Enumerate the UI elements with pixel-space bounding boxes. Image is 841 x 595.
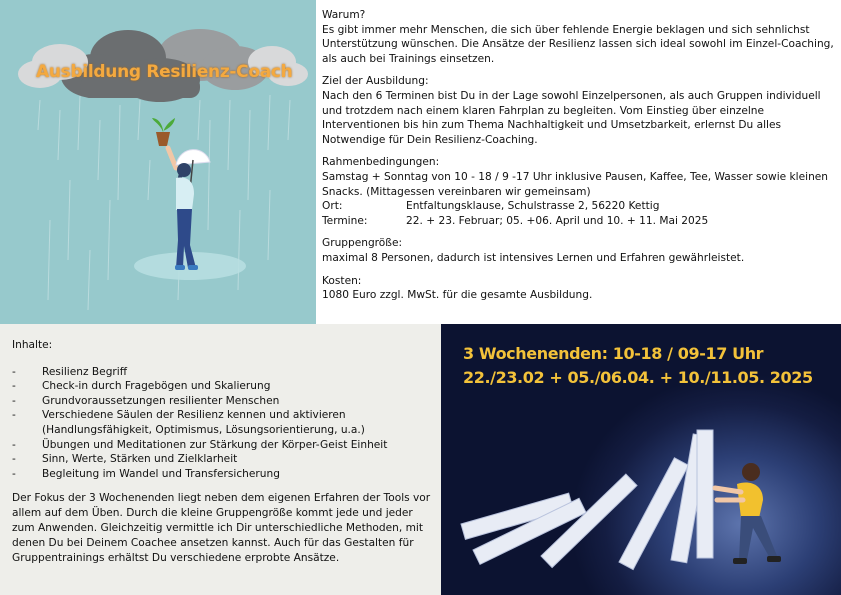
list-item	[12, 438, 433, 453]
list-bullet: -	[12, 409, 16, 422]
list-bullet: -	[12, 438, 16, 451]
dates-label: Termine:	[322, 214, 368, 227]
group-size-section	[322, 236, 835, 265]
illustration-title: Ausbildung Resilienz-Coach	[36, 62, 293, 82]
list-item-text: Verschiedene Säulen der Resilienz kennen und aktivieren (Handlungsfähigkeit, Optimismus, Lösungsorientierung, u.a.)	[42, 409, 365, 436]
list-bullet: -	[12, 365, 16, 378]
group-size-text: maximal 8 Personen, dadurch ist intensives Lernen und Erfahren gewährleistet.	[322, 251, 745, 264]
dates-value: 22. + 23. Februar; 05. +06. April und 10. + 11. Mai 2025	[406, 214, 709, 227]
banner-line-2: 22./23.02 + 05./06.04. + 10./11.05. 2025	[463, 368, 813, 387]
conditions-text: Samstag + Sonntag von 10 - 18 / 9 -17 Uhr inklusive Pausen, Kaffee, Tee, Wasser sowie kleinen Snacks. (Mittagessen vereinbaren wir gemeinsam)	[322, 170, 829, 198]
course-info-panel	[316, 0, 841, 324]
list-item-text: Check-in durch Fragebögen und Skalierung	[42, 380, 271, 393]
location-label: Ort:	[322, 200, 343, 213]
location-value: Entfaltungsklause, Schulstrasse 2, 56220 Kettig	[406, 200, 660, 213]
costs-heading: Kosten:	[322, 274, 362, 287]
pushing-man-figure	[715, 463, 781, 564]
plant-pot-icon	[152, 118, 175, 146]
list-item	[12, 452, 433, 467]
goal-section	[322, 74, 835, 147]
course-content-panel	[0, 324, 441, 595]
list-item-text: Resilienz Begriff	[42, 365, 128, 378]
list-item-text: Übungen und Meditationen zur Stärkung der Körper-Geist Einheit	[42, 438, 388, 451]
list-bullet: -	[12, 394, 16, 407]
goal-heading: Ziel der Ausbildung:	[322, 75, 429, 88]
content-heading: Inhalte:	[12, 339, 53, 351]
costs-text: 1080 Euro zzgl. MwSt. für die gesamte Ausbildung.	[322, 289, 593, 302]
why-text: Es gibt immer mehr Menschen, die sich über fehlende Energie beklagen und sich sehnlichst Unterstützung wünschen. Die Ansätze der Resilienz lassen sich ideal sowohl im Einzel-Coaching, als auch bei Trainings einsetzen.	[322, 23, 834, 65]
list-bullet: -	[12, 467, 16, 480]
dates-row	[322, 214, 835, 229]
location-row	[322, 199, 835, 214]
list-bullet: -	[12, 453, 16, 466]
woman-figure	[168, 148, 210, 270]
domino-6	[697, 430, 713, 558]
domino-graphic	[441, 324, 841, 595]
goal-text: Nach den 6 Terminen bist Du in der Lage sowohl Einzelpersonen, als auch Gruppen individuell und trotzdem nach einem klaren Fahrplan zu begleiten. Vom Einstieg über einzelne Interventionen bis hin zum Thema Nachhaltigkeit und Umsetzbarkeit, erlernst Du alles Notwendige für Dein Resilienz-Coaching.	[322, 89, 821, 146]
content-list	[12, 365, 433, 482]
list-item-text: Begleitung im Wandel und Transfersicherung	[42, 467, 280, 480]
rain-scene-graphic	[0, 0, 316, 324]
why-section	[322, 8, 835, 66]
conditions-section	[322, 155, 835, 228]
list-item	[12, 365, 433, 380]
list-item	[12, 408, 433, 437]
costs-section	[322, 274, 835, 303]
conditions-heading: Rahmenbedingungen:	[322, 156, 440, 169]
banner-line-1: 3 Wochenenden: 10-18 / 09-17 Uhr	[463, 344, 764, 363]
rain-illustration-panel	[0, 0, 316, 324]
why-heading: Warum?	[322, 9, 366, 21]
list-item	[12, 379, 433, 394]
group-size-heading: Gruppengröße:	[322, 237, 403, 250]
focus-paragraph: Der Fokus der 3 Wochenenden liegt neben dem eigenen Erfahren der Tools vor allem auf dem Üben. Durch die kleine Gruppengröße kommt jede und jeder zum Anwenden. Gleichzeitig vermittle ich Dir unterschiedliche Methoden, mit denen Du bei Deinem Coachee ansetzen kannst. Auch für das Gestalten für Gruppentrainings erhältst Du verschiedene erprobte Ansätze.	[12, 492, 431, 565]
list-item	[12, 467, 433, 482]
dates-banner-panel	[441, 324, 841, 595]
list-bullet: -	[12, 380, 16, 393]
list-item	[12, 394, 433, 409]
list-item-text: Grundvoraussetzungen resilienter Menschen	[42, 394, 280, 407]
list-item-text: Sinn, Werte, Stärken und Zielklarheit	[42, 453, 238, 466]
